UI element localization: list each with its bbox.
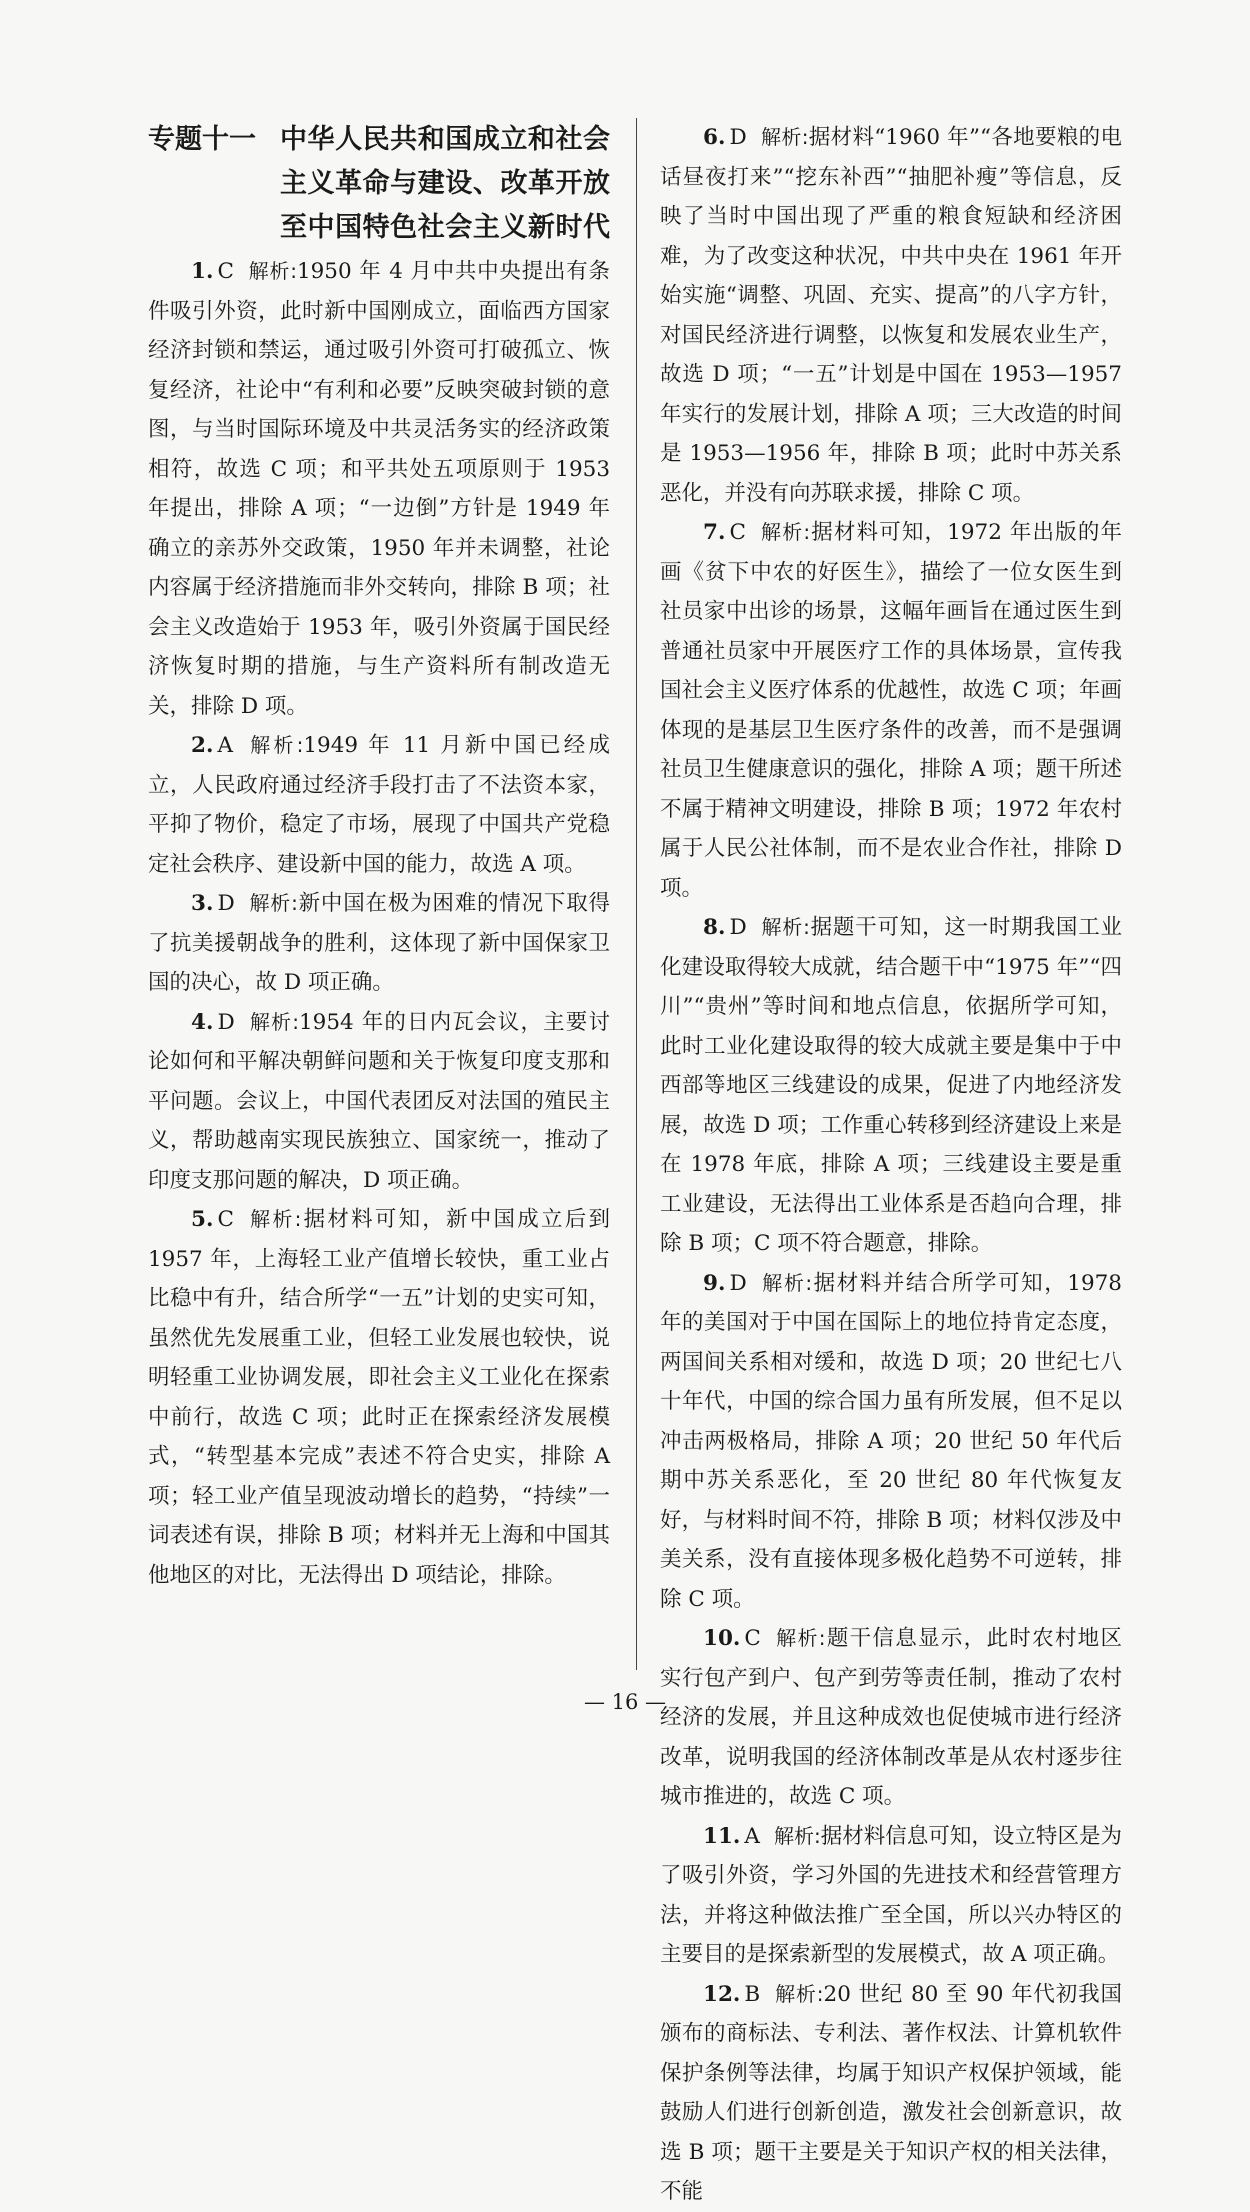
analysis-label: 解析: [247, 259, 297, 283]
answer-choice: A [217, 733, 233, 758]
analysis-text: 据材料可知，1972 年出版的年画《贫下中农的好医生》，描绘了一位女医生到社员家中出诊的场景，这幅年画旨在通过医生到普通社员家中开展医疗工作的具体场景，宣传我国社会主义医疗体系的优越性，故选 C 项；年画体现的是基层卫生医疗条件的改善，而不是强调社员卫生健康意识的强化，排除 A 项；题干所述不属于精神文明建设，排除 B 项；1972 年农村属于人民公社体制，而不是农业合作社，排除 D 项。 [660, 520, 1122, 901]
left-column [148, 118, 610, 1595]
question-number: 1. [191, 259, 214, 284]
answer-choice: D [729, 915, 747, 940]
answer-choice: D [729, 1270, 747, 1296]
analysis-label: 解析: [246, 733, 304, 757]
analysis-label: 解析: [247, 1207, 302, 1231]
question-number: 12. [703, 1981, 741, 2007]
answer-choice: A [744, 1823, 760, 1849]
answer-choice: C [217, 259, 234, 284]
question-number: 3. [191, 891, 214, 916]
answer-item-7 [660, 513, 1122, 908]
answer-choice: C [729, 520, 746, 545]
analysis-label: 解析: [760, 125, 809, 149]
answer-item-6 [660, 118, 1122, 513]
analysis-label: 解析: [759, 520, 811, 544]
question-number: 10. [703, 1626, 741, 1651]
answer-choice: C [744, 1626, 761, 1651]
topic-number: 专题十一 [148, 124, 256, 155]
analysis-text: 题干信息显示，此时农村地区实行包产到户、包产到劳等责任制，推动了农村经济的发展，并且这种成效也促使城市进行经济改革，说明我国的经济体制改革是从农村逐步往城市推进的，故选 C 项。 [660, 1626, 1122, 1809]
answer-item-2 [148, 726, 610, 884]
answer-item-4 [148, 1003, 610, 1201]
answer-choice: D [729, 125, 747, 150]
question-number: 6. [703, 125, 726, 150]
analysis-label: 解析: [760, 915, 810, 939]
question-number: 7. [703, 520, 726, 545]
title-line: 至中国特色社会主义新时代 [280, 212, 610, 243]
page-number: — 16 — [583, 1690, 667, 1714]
analysis-label: 解析: [774, 1626, 826, 1650]
answer-item-12 [660, 1975, 1122, 2212]
answer-item-8 [660, 908, 1122, 1264]
analysis-text: 新中国在极为困难的情况下取得了抗美援朝战争的胜利，这体现了新中国保家卫国的决心，故 D 项正确。 [148, 891, 610, 995]
right-column [660, 118, 1122, 2212]
analysis-text: 1954 年的日内瓦会议，主要讨论如何和平解决朝鲜问题和关于恢复印度支那和平问题。会议上，中国代表团反对法国的殖民主义，帮助越南实现民族独立、国家统一，推动了印度支那问题的解决，D 项正确。 [148, 1009, 610, 1193]
analysis-text: 1949 年 11 月新中国已经成立，人民政府通过经济手段打击了不法资本家，平抑了物价，稳定了市场，展现了中国共产党稳定社会秩序、建设新中国的能力，故选 A 项。 [148, 733, 610, 877]
analysis-label: 解析: [773, 1823, 821, 1848]
analysis-text: 据材料并结合所学可知，1978 年的美国对于中国在国际上的地位持肯定态度，两国间关系相对缓和，故选 D 项；20 世纪七八十年代，中国的综合国力虽有所发展，但不足以冲击两极格局，排除 A 项；20 世纪 50 年代后期中苏关系恶化，至 20 世纪 80 年代恢复友好，与材料时间不符，排除 B 项；材料仅涉及中美关系，没有直接体现多极化趋势不可逆转，排除 C 项。 [660, 1270, 1122, 1612]
answer-choice: C [217, 1207, 234, 1232]
question-number: 2. [191, 733, 214, 758]
answer-item-10 [660, 1619, 1122, 1817]
analysis-label: 解析: [774, 1981, 824, 2006]
column-divider [636, 118, 637, 1670]
analysis-label: 解析: [760, 1270, 813, 1295]
answer-item-9 [660, 1264, 1122, 1620]
analysis-text: 据材料信息可知，设立特区是为了吸引外资，学习外国的先进技术和经营管理方法，并将这种做法推广至全国，所以兴办特区的主要目的是探索新型的发展模式，故 A 项正确。 [660, 1823, 1122, 1967]
answer-choice: D [217, 1009, 235, 1035]
question-number: 11. [703, 1823, 741, 1849]
answer-item-1 [148, 252, 610, 726]
analysis-text: 据题干可知，这一时期我国工业化建设取得较大成就，结合题干中“1975 年”“四川”“贵州”等时间和地点信息，依据所学可知，此时工业化建设取得的较大成就主要是集中于中西部等地区三线建设的成果，促进了内地经济发展，故选 D 项；工作重心转移到经济建设上来是在 1978 年底，排除 A 项；三线建设主要是重工业建设，无法得出工业体系是否趋向合理，排除 B 项；C 项不符合题意，排除。 [660, 915, 1122, 1256]
question-number: 8. [703, 915, 726, 940]
analysis-text: 1950 年 4 月中共中央提出有条件吸引外资，此时新中国刚成立，面临西方国家经济封锁和禁运，通过吸引外资可打破孤立、恢复经济，社论中“有利和必要”反映突破封锁的意图，与当时国际环境及中共灵活务实的经济政策相符，故选 C 项；和平共处五项原则于 1953 年提出，排除 A 项；“一边倒”方针是 1949 年确立的亲苏外交政策，1950 年并未调整，社论内容属于经济措施而非外交转向，排除 B 项；社会主义改造始于 1953 年，吸引外资属于国民经济恢复时期的措施，与生产资料所有制改造无关，排除 D 项。 [148, 259, 610, 719]
analysis-label: 解析: [248, 1009, 299, 1034]
answer-choice: D [217, 891, 235, 916]
question-number: 5. [191, 1207, 214, 1232]
analysis-text: 20 世纪 80 至 90 年代初我国颁布的商标法、专利法、著作权法、计算机软件保护条例等法律，均属于知识产权保护领域，能鼓励人们进行创新创造，激发社会创新意识，故选 B 项；题干主要是关于知识产权的相关法律，不能 [660, 1981, 1122, 2204]
answer-item-3 [148, 884, 610, 1003]
analysis-text: 据材料可知，新中国成立后到 1957 年，上海轻工业产值增长较快，重工业占比稳中有升，结合所学“一五”计划的史实可知，虽然优先发展重工业，但轻工业发展也较快，说明轻重工业协调发展，即社会主义工业化在探索中前行，故选 C 项；此时正在探索经济发展模式，“转型基本完成”表述不符合史实，排除 A 项；轻工业产值呈现波动增长的趋势，“持续”一词表述有误，排除 B 项；材料并无上海和中国其他地区的对比，无法得出 D 项结论，排除。 [148, 1207, 610, 1588]
topic-title-lines [280, 118, 610, 250]
title-line: 中华人民共和国成立和社会 [280, 124, 610, 155]
answer-item-5 [148, 1200, 610, 1595]
question-number: 4. [191, 1009, 214, 1035]
answer-item-11 [660, 1817, 1122, 1975]
title-line: 主义革命与建设、改革开放 [280, 168, 610, 199]
answer-choice: B [744, 1981, 761, 2007]
analysis-label: 解析: [248, 891, 298, 915]
topic-title [148, 118, 610, 250]
question-number: 9. [703, 1270, 726, 1296]
analysis-text: 据材料“1960 年”“各地要粮的电话昼夜打来”“挖东补西”“抽肥补瘦”等信息，反映了当时中国出现了严重的粮食短缺和经济困难，为了改变这种状况，中共中央在 1961 年开始实施“调整、巩固、充实、提高”的八字方针，对国民经济进行调整，以恢复和发展农业生产，故选 D 项；“一五”计划是中国在 1953—1957 年实行的发展计划，排除 A 项；三大改造的时间是 1953—1956 年，排除 B 项；此时中苏关系恶化，并没有向苏联求援，排除 C 项。 [660, 125, 1122, 506]
